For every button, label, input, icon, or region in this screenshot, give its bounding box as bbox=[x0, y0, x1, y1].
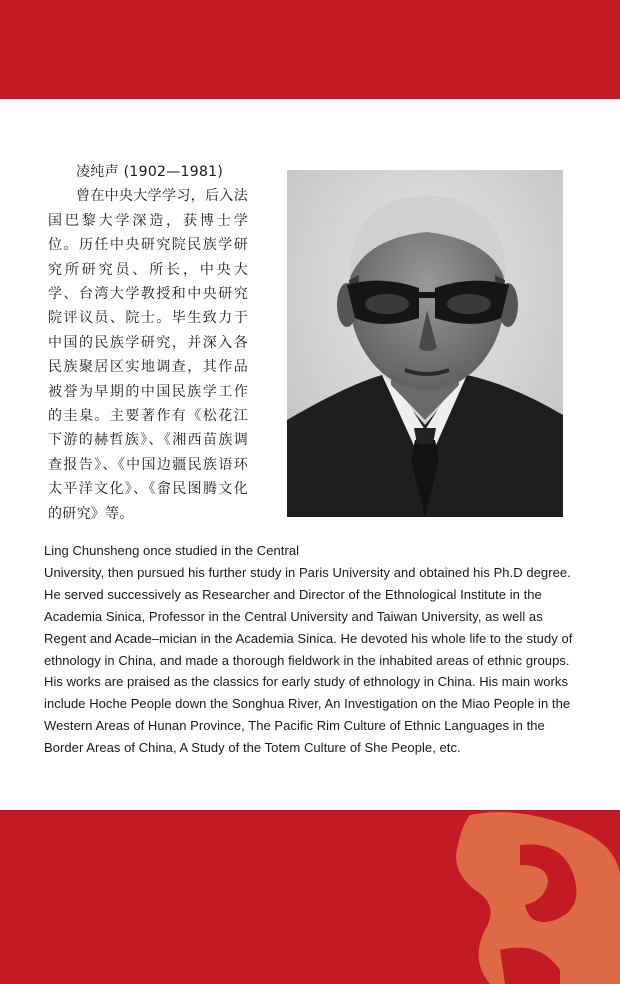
decorative-ornament-icon bbox=[0, 810, 620, 984]
english-bio-first-line: Ling Chunsheng once studied in the Central bbox=[44, 543, 300, 558]
portrait-photo bbox=[287, 170, 563, 517]
chinese-bio-text: 曾在中央大学学习，后入法国巴黎大学深造，获博士学位。历任中央研究院民族学研究所研究员、所长，中央大学、台湾大学教授和中央研究院评议员、院士。毕生致力于中国的民族学研究，并深入各民族聚居区实地调查，其作品被誉为早期的中国民族学工作的圭臬。主要著作有《松花江下游的赫哲族》、《湘西苗族调查报告》、《中国边疆民族语环太平洋文化》、《畲民图腾文化的研究》等。 bbox=[48, 188, 248, 522]
chinese-bio-heading: 凌纯声 (1902—1981) bbox=[76, 164, 224, 180]
english-biography bbox=[44, 540, 584, 759]
bottom-red-band bbox=[0, 810, 620, 984]
chinese-biography bbox=[48, 160, 248, 526]
english-bio-text: University, then pursued his further study in Paris University and obtained his Ph.D degree. He served successively as Researcher and Director of the Ethnological Institute in the Academia Sinica, Professor in the Central University and Taiwan University, as well as Regent and Acade–mician in the Academia Sinica. He devoted his whole life to the study of ethnology in China, and made a thorough fieldwork in the inhabited areas of ethnic groups. His works are praised as the classics for early study of ethnology in China. His main works include Hoche People down the Songhua River, An Investigation on the Miao People in the Western Areas of Hunan Province, The Pacific Rim Culture of Ethnic Languages in the Border Areas of China, A Study of the Totem Culture of She People, etc. bbox=[44, 564, 573, 756]
top-red-band bbox=[0, 0, 620, 99]
